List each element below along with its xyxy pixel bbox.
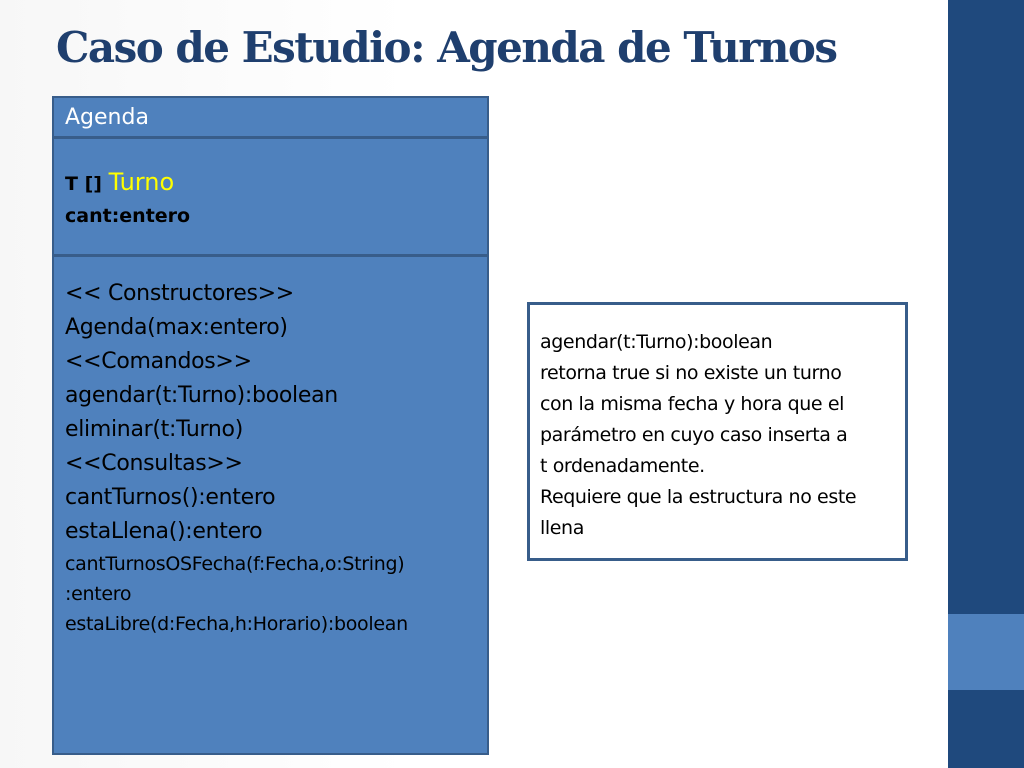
uml-operation: eliminar(t:Turno) bbox=[65, 417, 243, 442]
uml-operation: estaLlena():entero bbox=[65, 519, 263, 544]
note-line: con la misma fecha y hora que el bbox=[540, 393, 844, 415]
uml-operation: << Constructores>> bbox=[65, 281, 294, 306]
uml-operation: <<Consultas>> bbox=[65, 451, 243, 476]
uml-operation: <<Comandos>> bbox=[65, 349, 252, 374]
note-line: parámetro en cuyo caso inserta a bbox=[540, 424, 848, 446]
uml-class-name-compartment bbox=[52, 96, 489, 138]
uml-class-name: Agenda bbox=[65, 105, 149, 130]
note-line: t ordenadamente. bbox=[540, 455, 705, 477]
uml-note-text bbox=[540, 327, 906, 544]
uml-operation: cantTurnos():entero bbox=[65, 485, 276, 510]
uml-operations-list bbox=[65, 277, 485, 639]
uml-attribute-cant: cant:entero bbox=[65, 205, 191, 227]
uml-operation: cantTurnosOSFecha(f:Fecha,o:String) bbox=[65, 553, 405, 575]
uml-operation: agendar(t:Turno):boolean bbox=[65, 383, 338, 408]
note-line: Requiere que la estructura no este bbox=[540, 486, 857, 508]
slide-title: Caso de Estudio: Agenda de Turnos bbox=[56, 23, 837, 72]
uml-operation: :entero bbox=[65, 583, 132, 605]
uml-attribute-array-prefix: T [] bbox=[65, 173, 102, 195]
uml-attribute-array-type: Turno bbox=[108, 168, 175, 196]
slide-sidebar-accent bbox=[948, 614, 1024, 690]
note-line: retorna true si no existe un turno bbox=[540, 362, 842, 384]
uml-attributes-compartment bbox=[52, 137, 489, 256]
note-line: agendar(t:Turno):boolean bbox=[540, 331, 773, 353]
uml-attribute-array bbox=[65, 167, 174, 199]
uml-note-box bbox=[527, 302, 908, 561]
note-line: llena bbox=[540, 517, 584, 539]
uml-operations-compartment bbox=[52, 255, 489, 755]
uml-operation: Agenda(max:entero) bbox=[65, 315, 288, 340]
uml-operation: estaLibre(d:Fecha,h:Horario):boolean bbox=[65, 613, 408, 635]
